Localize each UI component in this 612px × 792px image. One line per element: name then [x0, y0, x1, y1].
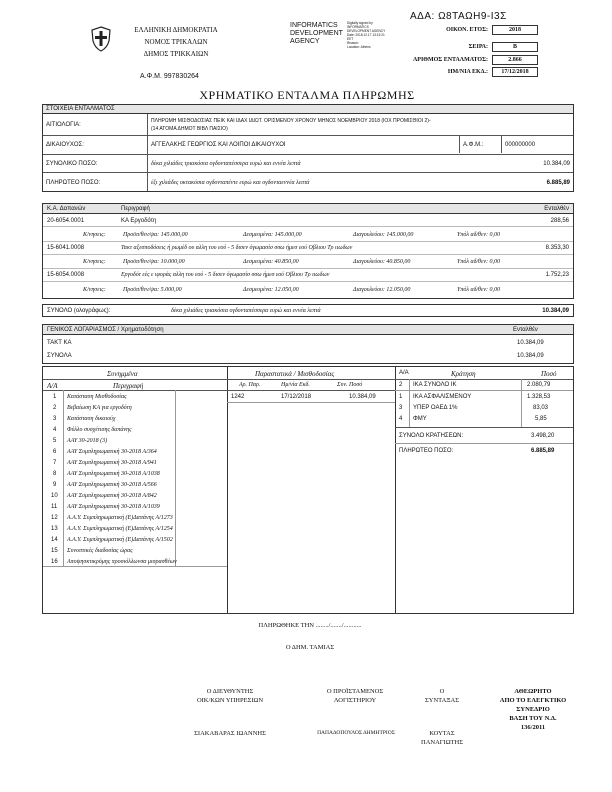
accounting-head-signature [300, 687, 410, 705]
sig-detail-line: DEVELOPMENT AGENCY [347, 29, 386, 33]
ledger-label: ΣΥΝΟΛΑ [47, 353, 72, 359]
reason-text-2: (14 ΑΤΟΜΑ ΔΗΜΟΤ ΒΙΒΛ ΠΑΙΣΙΟ) [151, 126, 228, 132]
ada-code: ΑΔΑ: Ω8ΤΑΩΗ9-Ι3Σ [410, 11, 507, 22]
deductions-total-amount: 3.498,20 [531, 433, 555, 439]
agency-line-1: INFORMATICS [290, 22, 338, 29]
warrant-section-title: ΣΤΟΙΧΕΙΑ ΕΝΤΑΛΜΑΤΟΣ [43, 105, 573, 114]
expense-code: 15-6054.0008 [47, 272, 85, 278]
attachment-no: 4 [53, 427, 57, 433]
payee-value: ΑΓΓΕΛΑΚΗΣ ΓΕΩΡΓΙΟΣ ΚΑΙ ΛΟΙΠΟΙ ΔΙΚΑΙΟΥΧΟΙ [151, 142, 286, 148]
meta-series [400, 42, 570, 53]
sum-amount: 10.384,09 [542, 308, 569, 314]
author-name-1: ΚΟΥΤΑΣ [429, 730, 455, 737]
deductions-payable-label: ΠΛΗΡΩΤΕΟ ΠΟΣΟ: [399, 448, 454, 454]
lower-panel [42, 366, 574, 614]
attachment-no: 6 [53, 449, 57, 455]
digital-signature-details [347, 21, 397, 49]
payee-afm-label: Α.Φ.Μ.: [463, 142, 484, 148]
meta-warrant-number [400, 55, 570, 66]
warrant-details-box [42, 104, 574, 192]
audit-exemption-note [488, 687, 578, 732]
author-title-1: Ο [439, 688, 445, 695]
total-words: δέκα χιλιάδες τριακόσια ογδονταπέσσερα ευρώ και εννέα λεπτά [151, 161, 301, 167]
ledger-label: ΤΑΚΤ ΚΑ [47, 340, 72, 346]
attachment-no: 8 [53, 471, 57, 477]
director-title-1: Ο ΔΙΕΥΘΥΝΤΗΣ [206, 688, 254, 695]
deduction-amount: 1.328,53 [527, 394, 551, 400]
total-amount: 10.384,09 [543, 161, 570, 167]
attachment-no: 12 [51, 515, 58, 521]
payable-amount: 6.885,89 [546, 180, 570, 186]
attachment-desc: ΑΑΥ Συμπληρωματική 30-2018 Α/1039 [67, 504, 160, 510]
author-name [412, 729, 472, 747]
attachment-no: 13 [51, 526, 58, 532]
committed: Δεσμευμένα: 145.000,00 [243, 232, 302, 238]
audit-line: ΣΥΝΕΔΡΙΟ [516, 706, 550, 713]
expense-code: 20-6054.0001 [47, 218, 85, 224]
deductions-col-desc: Κράτηση [451, 370, 476, 378]
attachment-desc: ΑΑΥ Συμπληρωματική 30-2018 Α/364 [67, 449, 157, 455]
deduction-no: 1 [399, 394, 403, 400]
payee-afm-value: 000000000 [505, 142, 536, 148]
paid-on-line: ΠΛΗΡΩΘΗΚΕ ΤΗΝ ......../......./........... [258, 622, 362, 629]
ledger-col-amount: Ενταλθέν [513, 327, 538, 333]
attachment-desc: ΑΑΥ Συμπληρωματική 30-2018 Α/1038 [67, 471, 160, 477]
ledger-amount: 10.384,09 [517, 353, 544, 359]
expense-accounts-table [42, 203, 574, 299]
org-afm: Α.Φ.Μ. 997830264 [140, 73, 199, 80]
attachment-desc: Α.Α.Υ. Συμπληρωματική (Ε)Δαπάνης Α/1254 [67, 526, 173, 532]
meta-label: ΣΕΙΡΑ: [468, 44, 488, 50]
sig-detail-line: EET [347, 37, 354, 41]
remaining: Υπόλ αδ/θεν: 0,00 [457, 259, 501, 265]
committed: Δεσμευμένα: 40.850,00 [243, 259, 299, 265]
audit-line: 136/2011 [520, 724, 546, 731]
attachment-desc: ΑΑΥ 30-2018 (3) [67, 438, 108, 444]
author-title-2: ΣΥΝΤΑΞΑΣ [425, 697, 459, 704]
reserved: Διαγουλεύου: 40.850,00 [353, 259, 411, 265]
accounting-title-1: Ο ΠΡΟΪΣΤΑΜΕΝΟΣ [326, 688, 384, 695]
meta-value: 2.866 [492, 55, 538, 65]
document-title: ΧΡΗΜΑΤΙΚΟ ΕΝΤΑΛΜΑ ΠΛΗΡΩΜΗΣ [199, 88, 415, 102]
organization-header [120, 24, 232, 60]
attachment-desc: Κατάσταση δικαιούχ [67, 416, 116, 422]
ledger-col-account: ΓΕΝΙΚΟΣ ΛΟΓΑΡΙΑΣΜΟΣ / Χρηματοδότηση [47, 327, 164, 333]
attachment-no: 5 [53, 438, 57, 444]
deductions-col-amount: Ποσό [541, 370, 557, 378]
deduction-amount: 83,03 [533, 405, 549, 411]
payments-title: Παραστατικά / Μισθοδοσίας [255, 370, 335, 378]
expense-desc: ΚΑ Εργοδότη [121, 218, 157, 224]
reason-label: ΑΙΤΙΟΛΟΓΙΑ: [46, 122, 81, 128]
meta-value: 17/12/2018 [492, 67, 538, 77]
director-signature [180, 687, 280, 705]
reserved: Διαγουλεύου: 12.050,00 [353, 287, 411, 293]
signature-agency [290, 22, 343, 46]
budgeted: Προϋπ/θεν/ψα: 145.000,00 [123, 232, 188, 238]
col-desc-header: Περιγραφή [121, 206, 150, 212]
attachment-desc: Βεβαίωση ΚΑ για εργοδότη [67, 405, 132, 411]
sig-detail-line: Location: Athens [347, 45, 371, 49]
meta-label: ΟΙΚΟΝ. ΕΤΟΣ: [446, 27, 488, 33]
agency-line-3: AGENCY [290, 38, 320, 45]
sum-label: ΣΥΝΟΛΟ (ολογράφως): [47, 308, 111, 314]
attachment-desc: Φύλλο συσχέτισης δαπάνης [67, 427, 132, 433]
deduction-amount: 2.080,79 [527, 382, 551, 388]
payable-words: έξι χιλιάδες οκτακόσια ογδονταπέντε ευρώ και ογδονταεννέα λεπτά [151, 180, 310, 186]
deductions-col-no: Α/Α [399, 370, 409, 376]
attachment-no: 2 [53, 405, 57, 411]
attachment-desc: Συνοπτικές διαδοσίας ώρας [67, 548, 133, 554]
attachment-desc: Αποψησκτικρόμης προσιόλλωνσα μισρασθέων [67, 559, 177, 565]
expense-code: 15-6041.0008 [47, 245, 85, 251]
commitment-label: Κ/νησεις: [83, 259, 106, 265]
commitment-label: Κ/νησεις: [83, 287, 106, 293]
reason-text-1: ΠΛΗΡΩΜΗ ΜΙΣΘΟΔΟΣΙΑΣ ΠΕΙΚ ΚΑΙ ΙΔΑΧ ΙΔΙΩΤ. ΟΡΙΣΜΕΝΟΥ ΧΡΟΝΟΥ ΜΗΝΟΣ ΝΟΕΜΒΡΙΟΥ 2018 (ΙΟΧ ΠΡΟΜΙΣΘΙΟΙ 2)- [151, 118, 431, 124]
budgeted: Προϋπ/θεν/ψα: 10.000,00 [123, 259, 185, 265]
deductions-payable-amount: 6.885,89 [531, 448, 555, 454]
remaining: Υπόλ αδ/θεν: 0,00 [457, 287, 501, 293]
meta-issue-date [400, 67, 570, 78]
attachment-desc: ΑΑΥ Συμπληρωματική 30-2018 Α/941 [67, 460, 157, 466]
attachment-no: 10 [51, 493, 58, 499]
treasurer-title: Ο ΔΗΜ. ΤΑΜΙΑΣ [285, 644, 335, 651]
payments-col-no: Αρ. Παρ. [239, 382, 261, 388]
org-line-3: ΔΗΜΟΣ ΤΡΙΚΚΑΙΩΝ [143, 50, 209, 58]
payments-col-date: Ημ/νία Εκδ. [281, 382, 310, 388]
attachment-desc: ΑΑΥ Συμπληρωματική 30-2018 Α/566 [67, 482, 157, 488]
deduction-amount: 5,85 [535, 416, 547, 422]
attachments-col-desc: Περιγραφή [113, 382, 144, 390]
meta-label: ΑΡΙΘΜΟΣ ΕΝΤΑΛΜΑΤΟΣ: [412, 57, 488, 63]
payee-label: ΔΙΚΑΙΟΥΧΟΣ: [46, 142, 84, 148]
deductions-total-label: ΣΥΝΟΛΟ ΚΡΑΤΗΣΕΩΝ: [399, 433, 464, 439]
ledger-amount: 10.384,09 [517, 340, 544, 346]
remaining: Υπόλ αδ/θεν: 0,00 [457, 232, 501, 238]
expense-amount: 288,56 [550, 218, 569, 224]
payments-col-amount: Συν. Ποσό [337, 382, 363, 388]
payment-amount: 10.384,09 [349, 394, 376, 400]
attachment-no: 14 [51, 537, 58, 543]
sig-detail-line: Reason: [347, 41, 359, 45]
agency-line-2: DEVELOPMENT [290, 30, 343, 37]
total-label: ΣΥΝΟΛΙΚΟ ΠΟΣΟ: [46, 161, 98, 167]
director-name: ΣΙΑΚΑΒΑΡΑΣ ΙΩΑΝΝΗΣ [194, 730, 266, 737]
meta-label: ΗΜ/ΝΙΑ ΕΚΔ.: [447, 69, 488, 75]
attachment-no: 9 [53, 482, 57, 488]
commitment-label: Κ/νησεις: [83, 232, 106, 238]
expense-amount: 8.353,30 [545, 245, 569, 251]
attachment-no: 3 [53, 416, 57, 422]
reserved: Διαγουλεύου: 145.000,00 [353, 232, 414, 238]
attachment-no: 7 [53, 460, 57, 466]
deduction-desc: ΦΜΥ [413, 416, 427, 422]
attachment-no: 11 [51, 504, 58, 510]
attachments-col-no: Α/Α [47, 382, 58, 390]
payment-no: 1242 [231, 394, 245, 400]
greek-emblem-icon [90, 26, 112, 52]
sig-detail-line: Date: 2018.12.17 13:13:21 [347, 33, 385, 37]
meta-fiscal-year [400, 25, 570, 36]
audit-line: ΒΑΣΗ ΤΟΥ Ν.Δ. [509, 715, 557, 722]
expense-desc: Εργοδότ εές ε ιφοράς αλλη του εού - 5 δισεν όγωμασίσ σσω ήμεσ εού Οβλιου Τρ ιιωδων [121, 272, 330, 278]
accounting-head-name: ΠΑΠΑΔΟΠΟΥΛΟΣ ΔΗΜΗΤΡΙΟΣ [317, 730, 395, 736]
org-line-2: ΝΟΜΟΣ ΤΡΙΚΑΛΩΝ [144, 38, 208, 46]
attachment-no: 1 [53, 394, 57, 400]
attachments-title: Συνημμένα [107, 370, 138, 378]
committed: Δεσμευμένα: 12.050,00 [243, 287, 299, 293]
col-amount-header: Ενταλθέν [544, 206, 569, 212]
col-code-header: Κ.Α. Δαπανών [47, 206, 86, 212]
deduction-desc: ΥΠΕΡ ΟΑΕΔ 1% [413, 405, 458, 411]
deduction-no: 4 [399, 416, 403, 422]
deduction-no: 3 [399, 405, 403, 411]
attachment-desc: Α.Α.Υ. Συμπληρωματική (Ε)Δαπάνης Α/1502 [67, 537, 173, 543]
attachment-desc: ΑΑΥ Συμπληρωματική 30-2018 Α/842 [67, 493, 157, 499]
meta-value: Β [492, 42, 538, 52]
org-line-1: ΕΛΛΗΝΙΚΗ ΔΗΜΟΚΡΑΤΙΑ [134, 26, 218, 34]
deduction-no: 2 [399, 382, 403, 388]
sum-words: δέκα χιλιάδες τριακόσια ογδονταπέσσερα ευρώ και εννέα λεπτά [171, 308, 321, 314]
budgeted: Προϋπ/θεν/ψα: 5.000,00 [123, 287, 182, 293]
deduction-desc: ΙΚΑ ΑΣΦΑΛΙΣΜΕΝΟΥ [413, 394, 472, 400]
attachment-desc: Α.Α.Υ. Συμπληρωματική (Ε)Δαπάνης Α/1273 [67, 515, 173, 521]
author-name-2: ΠΑΝΑΓΙΩΤΗΣ [421, 739, 463, 746]
payment-date: 17/12/2018 [281, 394, 312, 400]
expense-amount: 1.752,23 [545, 272, 569, 278]
expense-total-row [42, 304, 574, 317]
director-title-2: ΟΙΚ/ΚΩΝ ΥΠΗΡΕΣΙΩΝ [196, 697, 264, 704]
attachment-no: 16 [51, 559, 58, 565]
audit-line: ΑΘΕΩΡΗΤΟ [514, 688, 552, 695]
payable-label: ΠΛΗΡΩΤΕΟ ΠΟΣΟ: [46, 180, 101, 186]
ledger-table [42, 324, 574, 364]
deduction-desc: ΙΚΑ ΣΥΝΟΛΟ ΙΚ [413, 382, 457, 388]
author-signature [412, 687, 472, 705]
sig-detail-line: Digitally signed by [347, 21, 373, 25]
attachment-desc: Κατάσταση Μισθοδοσίας [67, 394, 127, 400]
accounting-title-2: ΛΟΓΙΣΤΗΡΙΟΥ [333, 697, 377, 704]
expense-desc: Τακτ αξεσποδόσεις ή ρωμέδ ου αλλη του εού - 5 δισεν όγωμασίσ σσω ήμεσ εού Οβλιου Τρ ιιωδων [121, 245, 353, 251]
sig-detail-line: INFORMATICS [347, 25, 369, 29]
audit-line: ΑΠΟ ΤΟ ΕΛΕΓΚΤΙΚΟ [499, 697, 567, 704]
meta-value: 2018 [492, 25, 538, 35]
attachment-no: 15 [51, 548, 58, 554]
